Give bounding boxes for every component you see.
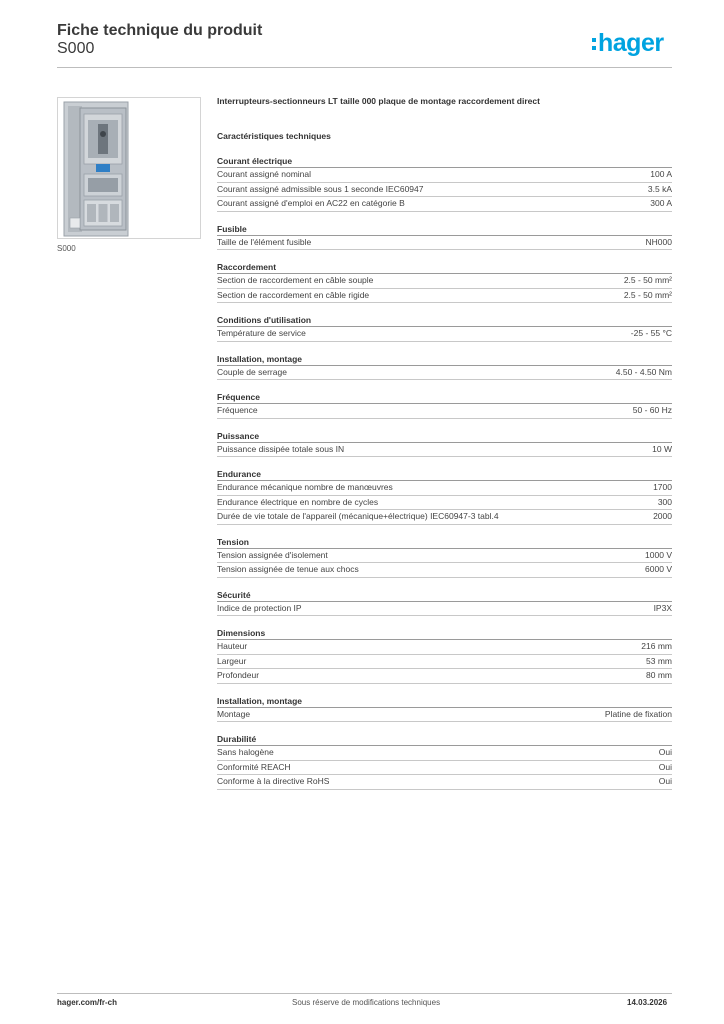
characteristics-heading: Caractéristiques techniques <box>217 131 331 141</box>
page-title: Fiche technique du produit <box>57 22 263 39</box>
spec-value: 2.5 - 50 mm² <box>623 289 672 300</box>
spec-row <box>217 655 672 670</box>
spec-value: 10 W <box>652 443 672 454</box>
product-image <box>57 97 201 239</box>
spec-section <box>217 390 672 419</box>
spec-section <box>217 429 672 458</box>
spec-value: 2.5 - 50 mm² <box>623 275 672 285</box>
spec-label: Taille de l'élément fusible <box>217 236 312 247</box>
spec-label: Conformité REACH <box>217 761 291 772</box>
logo-text: hager <box>598 29 664 57</box>
spec-row <box>217 183 672 198</box>
spec-value: 216 mm <box>641 641 672 651</box>
spec-label: Profondeur <box>217 670 260 680</box>
spec-value: Oui <box>658 761 672 772</box>
section-title: Installation, montage <box>217 352 672 366</box>
spec-row <box>217 549 672 564</box>
spec-label: Largeur <box>217 655 247 666</box>
spec-row <box>217 236 672 251</box>
spec-label: Courant assigné d'emploi en AC22 en catégorie B <box>217 198 405 208</box>
spec-label: Tension assignée de tenue aux chocs <box>217 564 359 574</box>
footer-disclaimer: Sous réserve de modifications techniques <box>292 998 441 1007</box>
footer-date: 14.03.2026 <box>627 998 668 1007</box>
spec-value: IP3X <box>653 602 672 613</box>
spec-label: Durée de vie totale de l'appareil (mécanique+électrique) IEC60947-3 tabl.4 <box>217 511 499 521</box>
spec-value: 53 mm <box>646 655 672 666</box>
section-title: Courant électrique <box>217 154 672 168</box>
spec-value: 1000 V <box>645 549 672 560</box>
image-caption: S000 <box>57 244 76 253</box>
section-title: Dimensions <box>217 626 672 640</box>
spec-row <box>217 640 672 655</box>
fuse-switch-disconnector-illustration <box>58 98 201 239</box>
spec-label: Sans halogène <box>217 747 274 757</box>
section-title: Conditions d'utilisation <box>217 313 672 327</box>
spec-label: Montage <box>217 708 251 719</box>
spec-label: Section de raccordement en câble rigide <box>217 289 370 300</box>
spec-value: 300 A <box>650 198 672 208</box>
section-title: Raccordement <box>217 260 672 274</box>
spec-row <box>217 443 672 458</box>
spec-section <box>217 535 672 578</box>
spec-value: 100 A <box>650 169 672 179</box>
spec-value: -25 - 55 °C <box>630 328 672 338</box>
logo-dots-icon <box>592 38 596 50</box>
spec-section <box>217 352 672 381</box>
spec-value: 80 mm <box>646 670 672 680</box>
spec-label: Fréquence <box>217 405 258 415</box>
spec-section <box>217 732 672 790</box>
spec-label: Couple de serrage <box>217 366 287 377</box>
section-title: Fusible <box>217 222 672 236</box>
section-title: Fréquence <box>217 390 672 404</box>
spec-section <box>217 626 672 684</box>
product-description: Interrupteurs-sectionneurs LT taille 000 plaque de montage raccordement direct <box>217 96 540 106</box>
spec-section <box>217 467 672 525</box>
section-title: Puissance <box>217 429 672 443</box>
spec-label: Tension assignée d'isolement <box>217 549 328 560</box>
spec-section <box>217 154 672 212</box>
spec-row <box>217 327 672 342</box>
spec-label: Hauteur <box>217 641 248 651</box>
section-title: Installation, montage <box>217 694 672 708</box>
spec-value: NH000 <box>645 236 672 247</box>
spec-row <box>217 289 672 304</box>
spec-row <box>217 510 672 525</box>
spec-value: Platine de fixation <box>604 708 672 719</box>
spec-row <box>217 746 672 761</box>
spec-label: Indice de protection IP <box>217 602 302 613</box>
spec-label: Conforme à la directive RoHS <box>217 776 330 786</box>
spec-row <box>217 775 672 790</box>
header-divider <box>57 67 672 68</box>
spec-row <box>217 197 672 212</box>
spec-section <box>217 588 672 617</box>
spec-label: Courant assigné nominal <box>217 169 312 179</box>
spec-value: 4.50 - 4.50 Nm <box>615 366 672 377</box>
spec-row <box>217 669 672 684</box>
spec-label: Endurance électrique en nombre de cycles <box>217 496 379 507</box>
spec-label: Puissance dissipée totale sous IN <box>217 443 345 454</box>
spec-row <box>217 366 672 381</box>
hager-logo[interactable] <box>592 28 664 58</box>
spec-row <box>217 404 672 419</box>
spec-value: 50 - 60 Hz <box>632 405 672 415</box>
spec-label: Section de raccordement en câble souple <box>217 275 374 285</box>
spec-row <box>217 708 672 723</box>
product-reference: S000 <box>57 40 95 57</box>
spec-section <box>217 313 672 342</box>
spec-value: Oui <box>658 776 672 786</box>
spec-value: 1700 <box>653 482 672 492</box>
spec-row <box>217 168 672 183</box>
spec-row <box>217 602 672 617</box>
section-title: Sécurité <box>217 588 672 602</box>
spec-section <box>217 260 672 303</box>
spec-row <box>217 761 672 776</box>
spec-section <box>217 694 672 723</box>
spec-row <box>217 274 672 289</box>
section-title: Tension <box>217 535 672 549</box>
spec-label: Endurance mécanique nombre de manœuvres <box>217 482 393 492</box>
spec-row <box>217 496 672 511</box>
spec-content <box>217 95 672 790</box>
spec-value: 300 <box>657 496 672 507</box>
section-title: Durabilité <box>217 732 672 746</box>
spec-row <box>217 481 672 496</box>
spec-label: Courant assigné admissible sous 1 seconde IEC60947 <box>217 183 424 194</box>
section-title: Endurance <box>217 467 672 481</box>
footer-website-link[interactable]: hager.com/fr-ch <box>57 998 118 1007</box>
spec-row <box>217 563 672 578</box>
spec-section <box>217 222 672 251</box>
spec-value: 2000 <box>653 511 672 521</box>
spec-sections <box>217 154 672 790</box>
spec-value: 3.5 kA <box>647 183 672 194</box>
spec-value: Oui <box>658 747 672 757</box>
footer-divider <box>57 993 672 994</box>
spec-label: Température de service <box>217 328 306 338</box>
spec-value: 6000 V <box>645 564 672 574</box>
